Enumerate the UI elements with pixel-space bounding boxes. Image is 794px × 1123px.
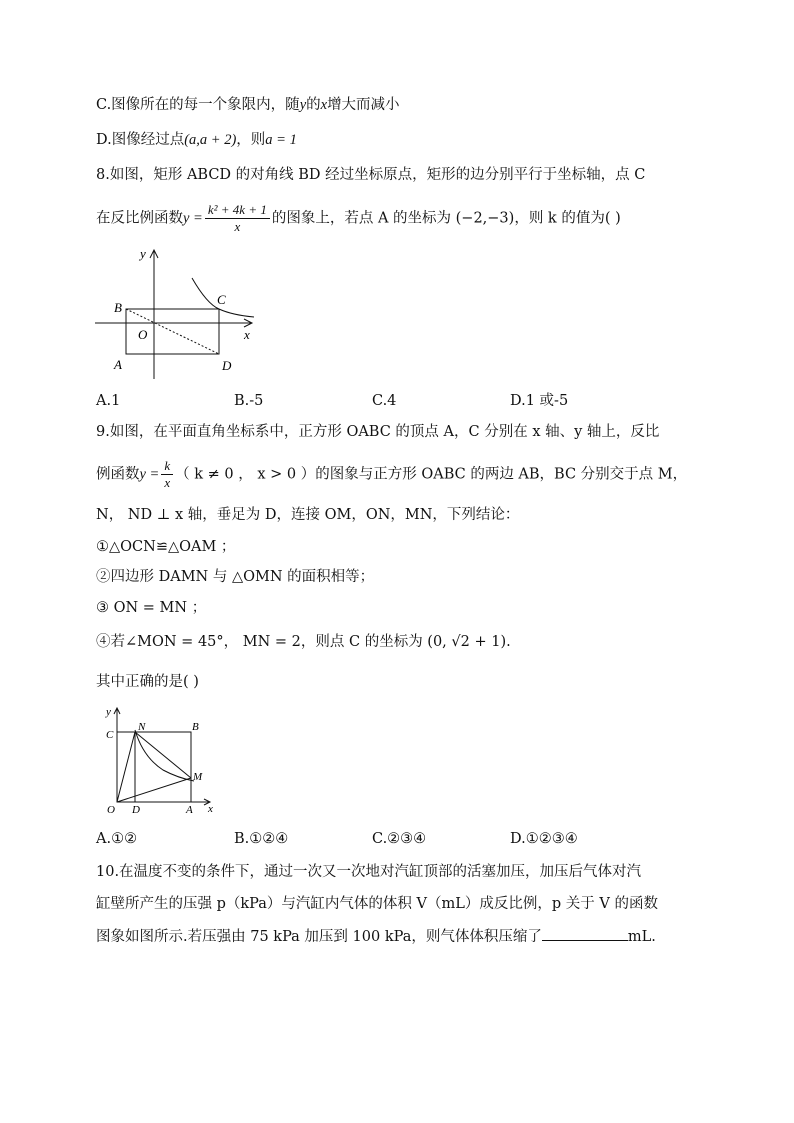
q9-label-o: O — [107, 804, 115, 816]
q8-stem-line2-pre: 在反比例函数 — [96, 210, 183, 227]
q9-label-n: N — [138, 721, 146, 733]
q9-stem-line1: 9.如图，在平面直角坐标系中，正方形 OABC 的顶点 A，C 分别在 x 轴、y 轴上，反比 — [96, 424, 660, 440]
q7-option-d-text: D.图像经过点 — [96, 132, 185, 148]
q8-label-a: A — [114, 357, 122, 372]
q9-option-b[interactable]: B.①②④ — [234, 831, 289, 847]
q7-option-c — [96, 95, 400, 115]
q8-function-y: y = — [183, 210, 203, 227]
q9-figure — [98, 702, 223, 817]
q7-option-d-equation: a = 1 — [265, 132, 297, 148]
q9-segment-om — [117, 778, 191, 802]
q9-function-fraction — [161, 458, 173, 491]
q9-question: 其中正确的是( ) — [96, 674, 199, 690]
q9-stem-line2-post: （ k ≠ 0 ， x > 0 ）的图象与正方形 OABC 的两边 AB，BC 分别交于点 M， — [175, 466, 688, 483]
q9-function-numerator: k — [161, 458, 173, 475]
q9-label-y: y — [106, 706, 111, 718]
q9-label-x: x — [208, 803, 213, 815]
q8-label-b: B — [114, 300, 122, 315]
q8-stem-line2 — [96, 202, 621, 235]
q10-stem-line3-post: mL. — [627, 929, 656, 945]
q9-label-b: B — [192, 721, 199, 733]
q8-figure — [92, 242, 272, 382]
q9-stem-line2-pre: 例函数 — [96, 466, 140, 483]
q8-label-x: x — [244, 327, 250, 342]
q8-label-o: O — [138, 327, 148, 342]
q9-label-d: D — [132, 804, 140, 816]
q10-stem-line3 — [96, 926, 656, 947]
q8-function-fraction — [205, 202, 270, 235]
q8-stem-line1: 8.如图，矩形 ABCD 的对角线 BD 经过坐标原点，矩形的边分别平行于坐标轴，点 C — [96, 167, 646, 183]
q9-stem-line3: N， ND ⊥ x 轴，垂足为 D，连接 OM，ON，MN，下列结论： — [96, 507, 520, 523]
q8-function-denominator: x — [234, 219, 241, 234]
q9-label-c: C — [106, 729, 114, 741]
q8-option-d[interactable]: D.1 或-5 — [510, 393, 569, 409]
q7-option-d-mid: ，则 — [236, 132, 266, 148]
q8-label-y: y — [140, 246, 146, 261]
q9-conclusion-4: ④若∠MON = 45°， MN = 2，则点 C 的坐标为 (0, √2 + 1). — [96, 634, 511, 650]
q9-segment-mn — [135, 732, 191, 778]
q9-option-a[interactable]: A.①② — [96, 831, 138, 847]
q7-option-c-var-x: x — [320, 97, 328, 113]
q9-conclusion-3: ③ ON = MN ； — [96, 600, 207, 616]
q7-option-d — [96, 130, 297, 150]
q7-option-c-text: C.图像所在的每一个象限内，随 — [96, 97, 300, 113]
q8-label-c: C — [217, 292, 226, 307]
q8-option-b[interactable]: B.-5 — [234, 393, 264, 409]
q10-answer-blank[interactable] — [542, 926, 628, 941]
q10-stem-line2: 缸壁所产生的压强 p（kPa）与汽缸内气体的体积 V（mL）成反比例，p 关于 V 的函数 — [96, 896, 658, 912]
q9-option-d[interactable]: D.①②③④ — [510, 831, 578, 847]
q9-label-a: A — [186, 804, 193, 816]
q8-option-a[interactable]: A.1 — [96, 393, 121, 409]
q9-segment-on — [117, 732, 135, 802]
q9-label-m: M — [193, 771, 203, 783]
q10-stem-line3-pre: 图象如图所示.若压强由 75 kPa 加压到 100 kPa，则气体体积压缩了 — [96, 929, 542, 945]
q8-option-c[interactable]: C.4 — [372, 393, 397, 409]
q8-stem-line2-post: 的图象上，若点 A 的坐标为 (−2,−3)，则 k 的值为( ) — [271, 210, 621, 227]
q9-conclusion-1: ①△OCN≌△OAM ； — [96, 539, 236, 555]
q9-square — [117, 732, 191, 802]
q9-function-y: y = — [139, 466, 160, 483]
q7-option-c-end: 增大而减小 — [327, 97, 400, 113]
q7-option-c-mid: 的 — [306, 97, 321, 113]
q9-option-c[interactable]: C.②③④ — [372, 831, 427, 847]
q9-function-denominator: x — [164, 475, 171, 490]
q8-function-numerator: k² + 4k + 1 — [205, 202, 270, 219]
q9-conclusion-2: ②四边形 DAMN 与 △OMN 的面积相等； — [96, 569, 375, 585]
q9-stem-line2 — [96, 458, 687, 491]
q8-label-d: D — [222, 358, 232, 373]
q7-option-c-var-y: y — [299, 97, 307, 113]
q10-stem-line1: 10.在温度不变的条件下，通过一次又一次地对汽缸顶部的活塞加压，加压后气体对汽 — [96, 864, 642, 880]
q7-option-d-point: (a,a + 2) — [184, 132, 237, 148]
